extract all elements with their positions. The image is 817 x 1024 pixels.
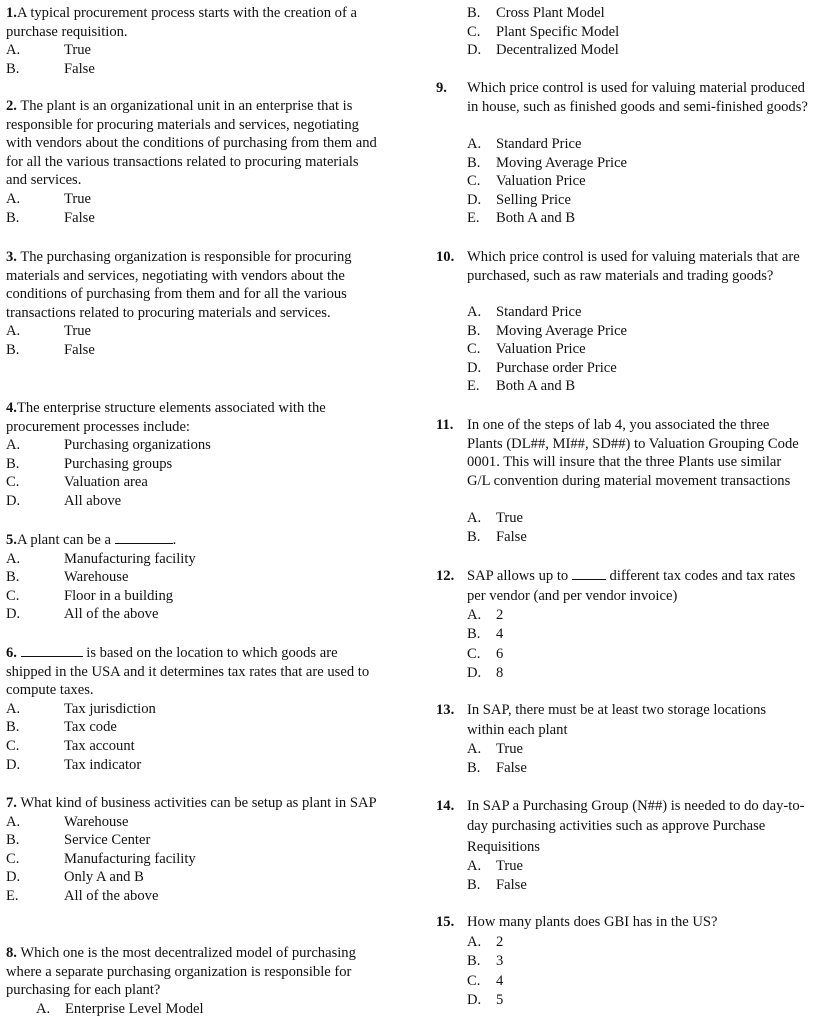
option[interactable]: E. All of the above [6,887,159,904]
option[interactable]: D. 8 [467,665,504,682]
question-text: How many plants does GBI has in the US? [467,914,718,930]
question-9 [436,79,812,116]
question-3 [6,248,370,360]
question-10 [436,248,815,285]
question-text-after: different tax codes and tax rates per vendor (and per vendor invoice) [467,568,796,604]
question-text: SAP allows up to [467,568,569,584]
question-6 [6,644,378,774]
question-15-options [436,933,806,1011]
option[interactable]: D. All of the above [6,606,159,623]
question-number: 10. [436,249,455,265]
option[interactable]: C. Plant Specific Model [467,23,620,40]
option[interactable]: D. Tax indicator [6,756,142,773]
option[interactable]: A. True [467,858,524,874]
option[interactable]: A. True [6,42,92,59]
option[interactable]: C. 6 [467,645,504,662]
question-1 [6,4,378,78]
question-number: 5. [6,532,17,548]
question-8 [6,944,372,1018]
option[interactable]: A. Standard Price [467,304,582,320]
question-14 [436,796,807,857]
option[interactable]: D. 5 [467,992,504,1009]
option[interactable]: C. 4 [467,972,504,989]
option[interactable]: B. False [6,209,95,226]
option[interactable]: B. Moving Average Price [467,154,628,171]
question-number: 9. [436,80,447,96]
question-text: Which price control is used for valuing material produced in house, such as finished goods and semi-finished goods? [467,80,808,115]
option[interactable]: B. Purchasing groups [6,455,173,472]
option[interactable]: B. False [467,760,527,777]
question-text: The enterprise structure elements associated with the procurement processes include: [6,400,326,435]
option[interactable]: D. Purchase order Price [467,359,617,376]
option[interactable]: A. 2 [467,607,504,623]
question-4 [6,399,372,511]
question-text: Which price control is used for valuing materials that are purchased, such as raw materials and trading goods? [467,249,800,284]
question-text: A typical procurement process starts with the creation of a purchase requisition. [6,5,357,40]
question-8-continued [436,4,806,60]
question-14-options [436,857,806,896]
question-11 [436,416,807,490]
option[interactable]: D. Selling Price [467,191,571,208]
question-text: The purchasing organization is responsible for procuring materials and services, negotiating with vendors about the conditions of purchasing from them and for all the various transactions related to procuring materials and services. [6,249,352,321]
option[interactable]: A. True [6,190,92,207]
option[interactable]: D. All above [6,492,122,509]
option[interactable]: D. Decentralized Model [467,42,619,59]
option[interactable]: C. Valuation Price [467,173,586,190]
question-number: 8. [6,945,17,961]
question-15 [436,913,807,932]
question-number: 14. [436,798,455,814]
question-number: 2. [6,98,17,114]
question-number: 6. [6,645,17,661]
question-number: 15. [436,914,455,930]
option[interactable]: C. Floor in a building [6,587,174,604]
option[interactable]: B. Service Center [6,832,151,849]
answer-blank[interactable] [21,644,83,657]
option[interactable]: C. Tax account [6,737,135,754]
question-7 [6,794,382,906]
option[interactable]: A. True [467,510,524,526]
question-12-options [436,606,806,684]
question-5: 5.A plant can be a . A. Manufacturing facility B. Warehouse C. Floor in a building D. All of the above [6,531,378,624]
question-text: In one of the steps of lab 4, you associated the three Plants (DL##, MI##, SD##) to Valuation Grouping Code 0001. This will insure that the three Plants use similar G/L convention during material movement transactions [467,417,799,489]
option[interactable]: E. Both A and B [467,378,576,395]
option[interactable]: B. False [467,877,527,894]
question-number: 13. [436,702,455,718]
option[interactable]: B. Cross Plant Model [467,5,605,21]
option[interactable]: B. Moving Average Price [467,322,628,339]
question-text: A plant can be a [16,532,111,548]
option[interactable]: A. Manufacturing facility [6,550,196,567]
question-number: 11. [436,417,454,433]
question-text: Which one is the most decentralized model of purchasing where a separate purchasing organization is responsible for purchasing for each plant? [6,945,356,999]
option[interactable]: B. False [467,528,527,545]
option[interactable]: B. False [6,341,95,358]
question-number: 7. [6,795,17,811]
question-text: is based on the location to which goods are shipped in the USA and it determines tax rates that are used to compute taxes. [6,645,370,699]
answer-blank[interactable] [572,567,606,580]
option[interactable]: B. Tax code [6,719,117,736]
option[interactable]: A. Warehouse [6,813,129,830]
question-10-options [436,303,806,396]
question-number: 4. [6,400,17,416]
option[interactable]: A. Tax jurisdiction [6,700,156,717]
question-number: 1. [6,5,17,21]
question-number: 3. [6,249,17,265]
question-13-options [436,740,806,779]
question-text: In SAP, there must be at least two storage locations within each plant [467,702,767,738]
option[interactable]: A. Enterprise Level Model [36,1000,204,1017]
question-11-options [436,509,806,546]
option[interactable]: C. Manufacturing facility [6,850,196,867]
option[interactable]: B. Warehouse [6,569,129,586]
option[interactable]: A. True [6,323,92,340]
option[interactable]: B. False [6,60,95,77]
option[interactable]: E. Both A and B [467,210,576,227]
option[interactable]: A. True [467,741,524,757]
option[interactable]: A. 2 [467,934,504,950]
question-2 [6,97,382,227]
question-text: In SAP a Purchasing Group (N##) is needed to do day-to-day purchasing activities such as approve Purchase Requisitions [467,798,805,855]
option[interactable]: D. Only A and B [6,869,144,886]
option[interactable]: C. Valuation Price [467,341,586,358]
question-13 [436,700,807,740]
option[interactable]: A. Purchasing organizations [6,437,211,454]
question-9-options [436,135,806,228]
question-number: 12. [436,568,455,584]
question-text: The plant is an organizational unit in an enterprise that is responsible for procuring materials and services, negotiating with vendors about the conditions of purchasing from them and for all the various transactions related to procuring materials and services. [6,98,377,189]
option[interactable]: C. Valuation area [6,474,148,491]
answer-blank[interactable] [115,531,173,544]
option[interactable]: B. 3 [467,953,504,970]
question-12 [436,566,807,606]
option[interactable]: B. 4 [467,626,504,643]
option[interactable]: A. Standard Price [467,136,582,152]
question-text: What kind of business activities can be setup as plant in SAP [20,795,377,811]
